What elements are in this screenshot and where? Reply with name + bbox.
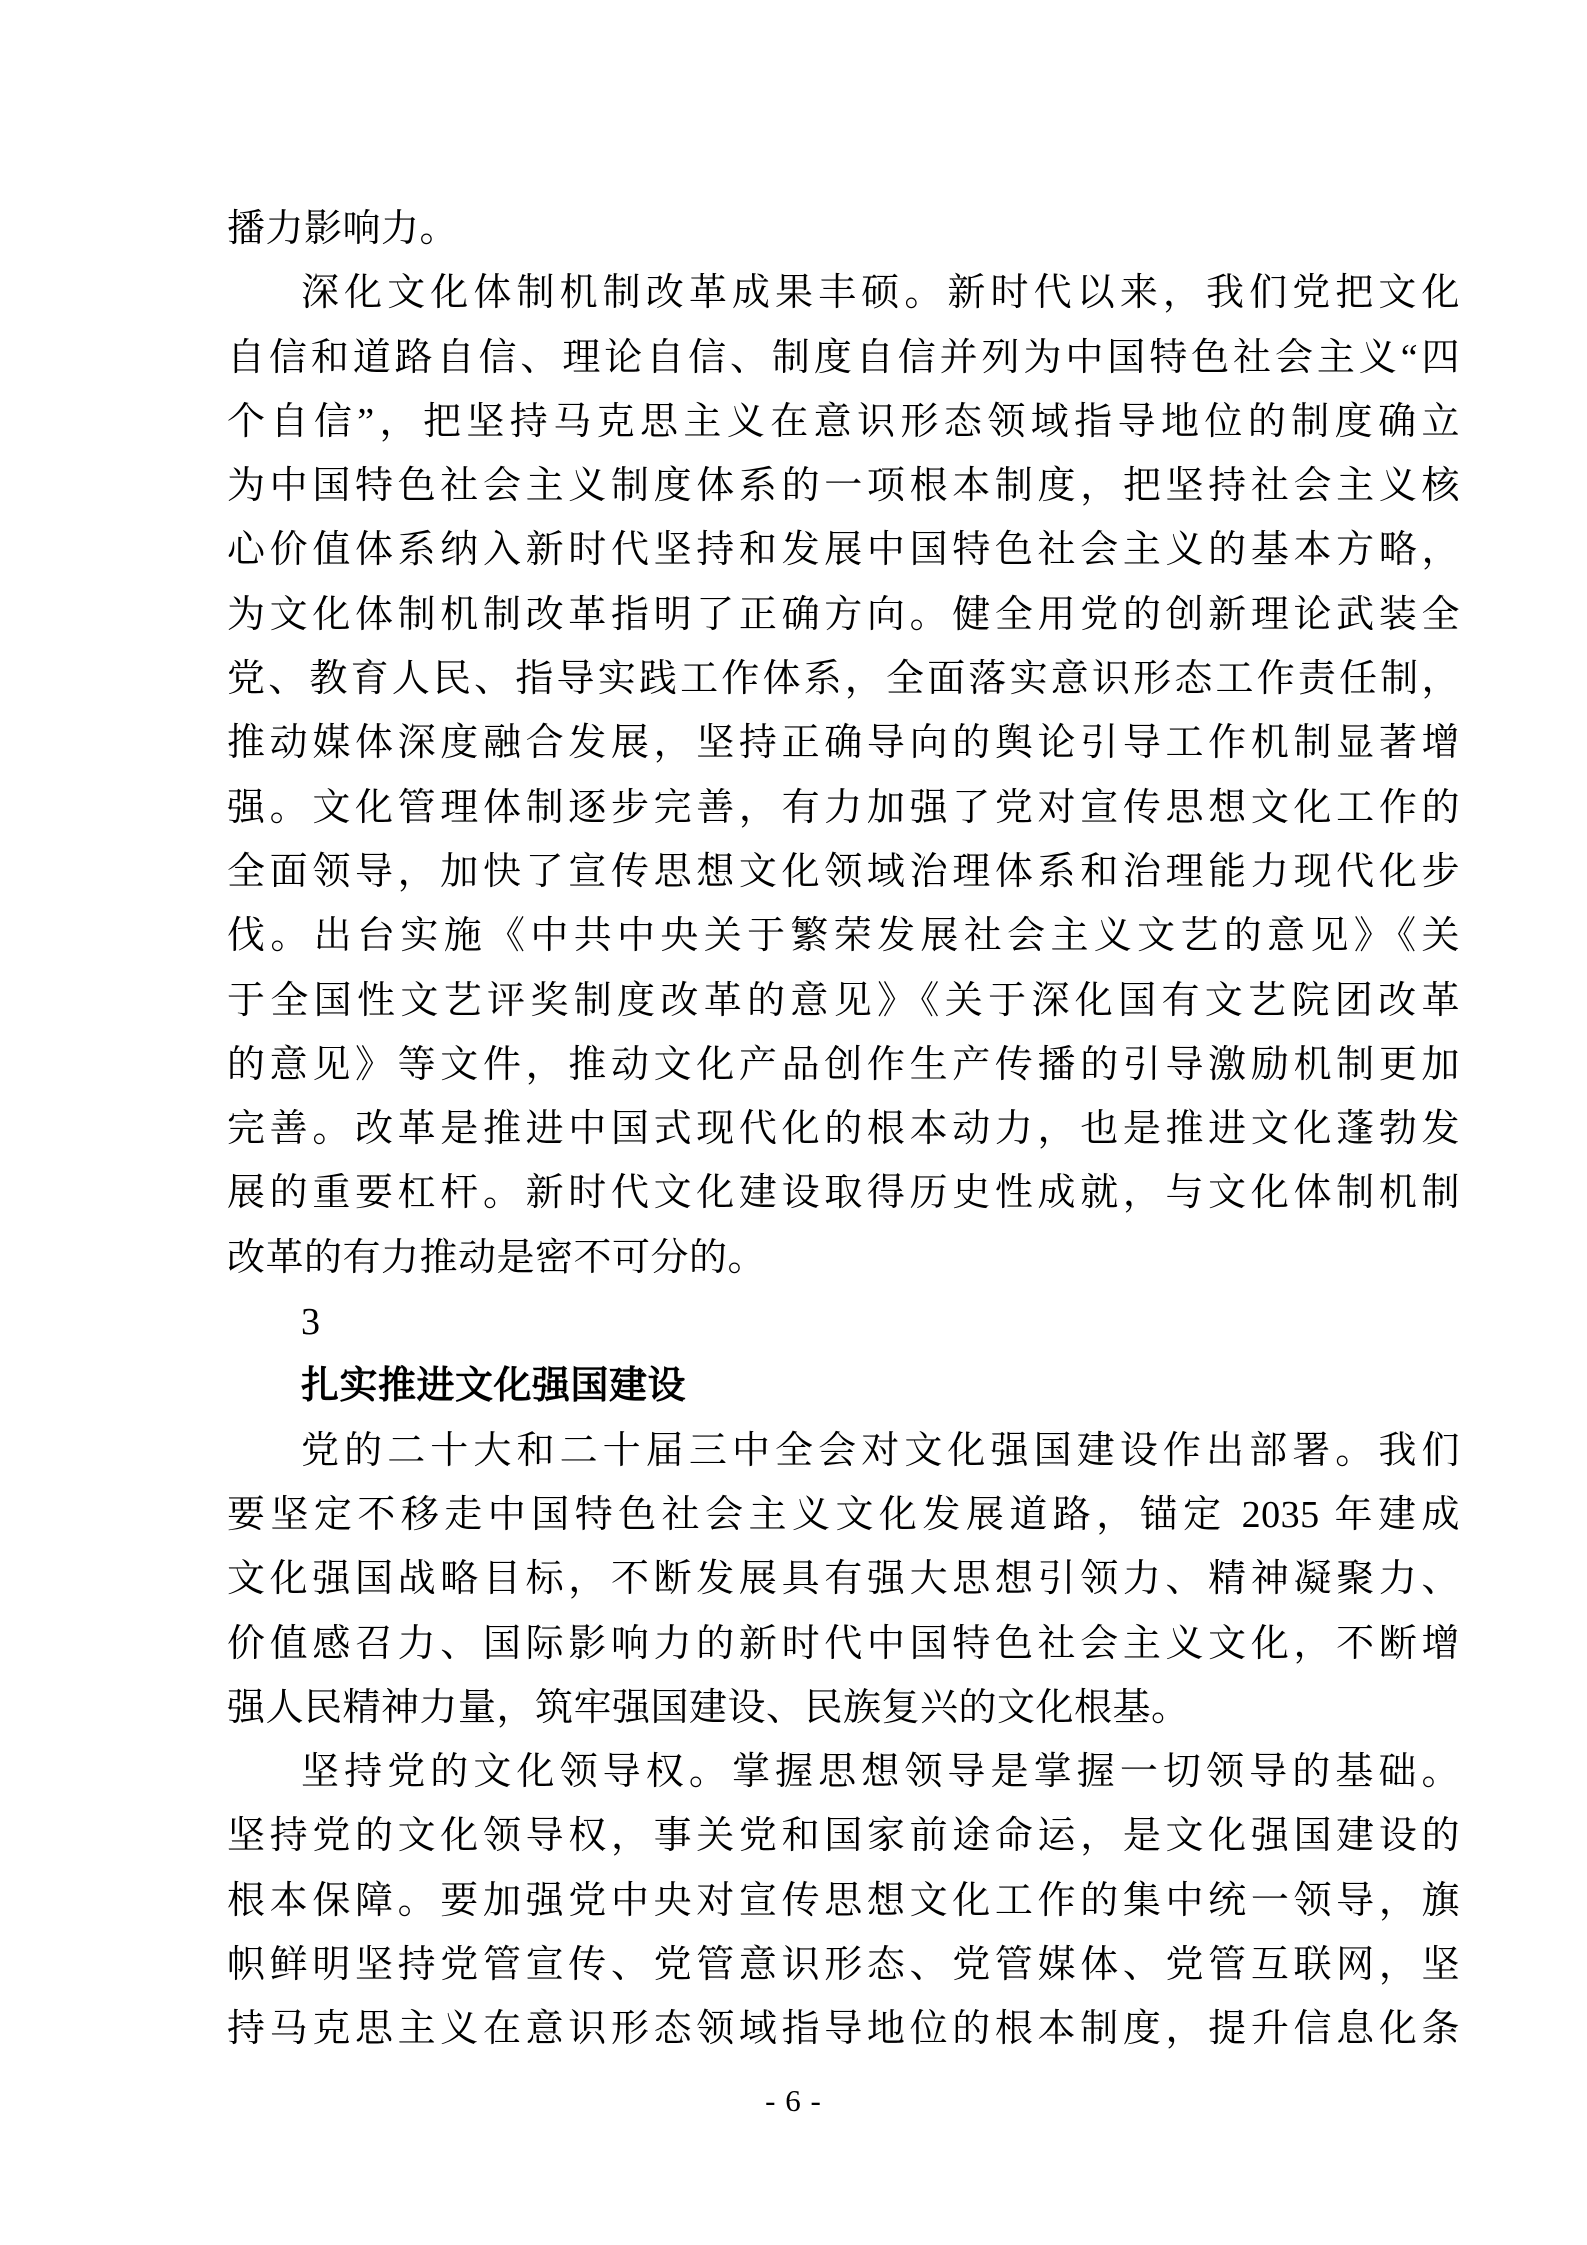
- text-line: 展的重要杠杆。新时代文化建设取得历史性成就，与文化体制机制: [227, 1172, 1460, 1215]
- text-line: 推动媒体深度融合发展，坚持正确导向的舆论引导工作机制显著增: [227, 722, 1460, 765]
- text-line: 帜鲜明坚持党管宣传、党管意识形态、党管媒体、党管互联网，坚: [227, 1944, 1460, 1987]
- text-line: 党的二十大和二十届三中全会对文化强国建设作出部署。我们: [301, 1429, 1460, 1472]
- text-line: 自信和道路自信、理论自信、制度自信并列为中国特色社会主义“四: [227, 336, 1460, 379]
- text-line: 改革的有力推动是密不可分的。: [227, 1236, 767, 1279]
- text-line: 持马克思主义在意识形态领域指导地位的根本制度，提升信息化条: [227, 2008, 1460, 2051]
- page-number: - 6 -: [765, 2083, 822, 2118]
- document-body: [227, 197, 1460, 2062]
- text-line: 文化强国战略目标，不断发展具有强大思想引领力、精神凝聚力、: [227, 1558, 1460, 1601]
- text-line: 党、教育人民、指导实践工作体系，全面落实意识形态工作责任制，: [227, 658, 1460, 701]
- text-line: 全面领导，加快了宣传思想文化领域治理体系和治理能力现代化步: [227, 850, 1460, 893]
- text-line: 坚持党的文化领导权。掌握思想领导是掌握一切领导的基础。: [301, 1751, 1460, 1794]
- text-line: 伐。出台实施《中共中央关于繁荣发展社会主义文艺的意见》《关: [227, 915, 1460, 958]
- text-line: 扎实推进文化强国建设: [301, 1365, 687, 1408]
- text-line: 3: [301, 1301, 321, 1344]
- text-line: 为中国特色社会主义制度体系的一项根本制度，把坚持社会主义核: [227, 465, 1460, 508]
- text-line: 要坚定不移走中国特色社会主义文化发展道路，锚定 2035 年建成: [227, 1493, 1460, 1536]
- text-line: 坚持党的文化领导权，事关党和国家前途命运，是文化强国建设的: [227, 1815, 1460, 1858]
- text-line: 深化文化体制机制改革成果丰硕。新时代以来，我们党把文化: [301, 272, 1460, 315]
- text-line: 的意见》等文件，推动文化产品创作生产传播的引导激励机制更加: [227, 1043, 1460, 1086]
- text-line: 于全国性文艺评奖制度改革的意见》《关于深化国有文艺院团改革: [227, 979, 1460, 1022]
- text-line: 根本保障。要加强党中央对宣传思想文化工作的集中统一领导，旗: [227, 1879, 1460, 1922]
- text-line: 播力影响力。: [227, 208, 459, 250]
- text-line: 强。文化管理体制逐步完善，有力加强了党对宣传思想文化工作的: [227, 786, 1460, 829]
- text-line: 个自信”，把坚持马克思主义在意识形态领域指导地位的制度确立: [227, 400, 1460, 443]
- text-line: 为文化体制机制改革指明了正确方向。健全用党的创新理论武装全: [227, 593, 1460, 636]
- text-line: 强人民精神力量，筑牢强国建设、民族复兴的文化根基。: [227, 1686, 1190, 1729]
- text-line: 心价值体系纳入新时代坚持和发展中国特色社会主义的基本方略，: [227, 529, 1460, 572]
- text-line: 价值感召力、国际影响力的新时代中国特色社会主义文化，不断增: [227, 1622, 1460, 1665]
- text-line: 完善。改革是推进中国式现代化的根本动力，也是推进文化蓬勃发: [227, 1108, 1460, 1151]
- page-footer: [0, 2082, 1587, 2120]
